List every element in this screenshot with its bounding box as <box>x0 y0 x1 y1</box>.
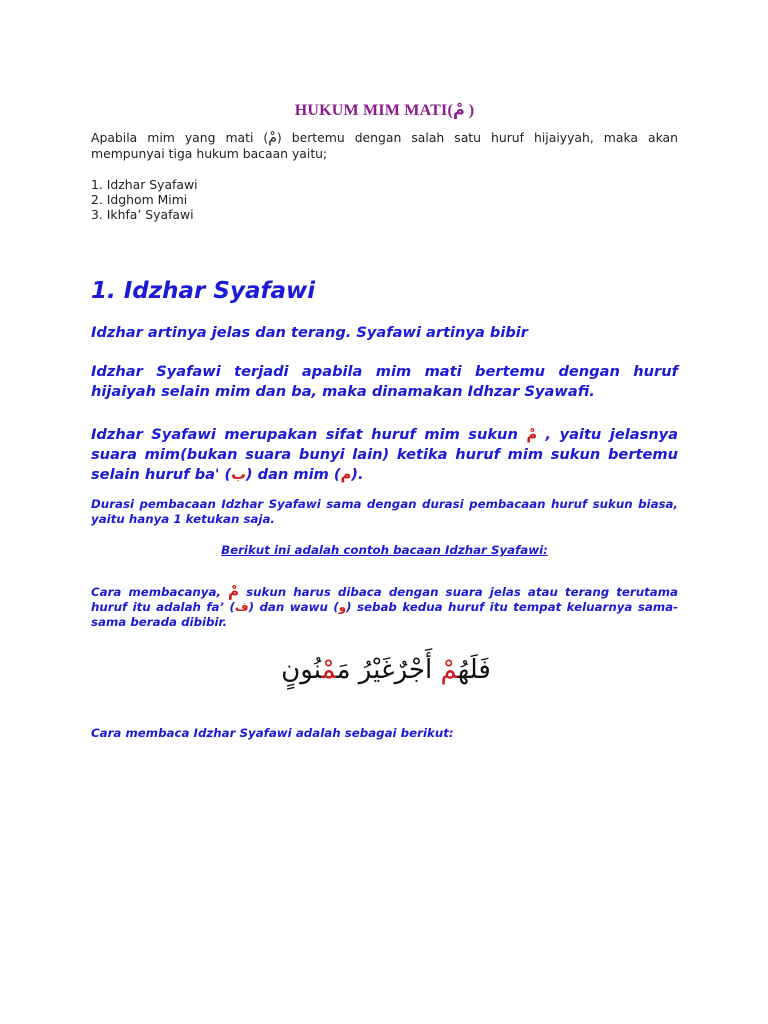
para3-arabic-m: م <box>340 466 352 483</box>
para3-part3: ) dan mim ( <box>245 466 341 483</box>
para5-arabic-mim: مْ <box>228 582 240 600</box>
para5-part1: Cara membacanya, <box>91 585 229 599</box>
para3-arabic-mim: مْ <box>526 426 538 443</box>
paragraph-method: Cara membaca Idzhar Syafawi adalah sebagai berikut: <box>91 726 454 740</box>
paragraph-nature <box>91 425 678 485</box>
intro-paragraph <box>91 130 678 162</box>
para3-part4: ). <box>351 466 364 483</box>
intro-before: Apabila mim yang mati ( <box>91 130 269 145</box>
para3-part1: Idzhar Syafawi merupakan sifat huruf mim sukun <box>91 426 527 443</box>
para5-part3: ) dan wawu ( <box>248 600 339 614</box>
para3-part2: , yaitu jelasnya suara mim(bukan suara bunyi lain) ketika huruf mim sukun bertemu selain huruf ba' ( <box>91 426 679 483</box>
list-item: 1. Idzhar Syafawi <box>91 177 198 192</box>
para5-part4: ) sebab kedua huruf itu tempat keluarnya sama-sama berada dibibir. <box>91 600 678 629</box>
verse-word3-a: مَ <box>336 655 351 685</box>
verse-word3-mim: مْ <box>321 655 337 685</box>
quran-verse-example <box>251 647 521 693</box>
intro-after: ) bertemu dengan salah satu huruf hijaiyyah, maka akan mempunyai tiga hukum bacaan yaitu; <box>91 130 678 161</box>
title-arabic: مْ <box>452 100 465 119</box>
para5-part2: sukun harus dibaca dengan suara jelas atau terang terutama huruf itu adalah fa’ ( <box>91 585 678 614</box>
verse-word3-c: نُونٍ <box>281 655 322 685</box>
para5-arabic-fa: ف <box>234 600 249 614</box>
verse-word1-mim: مْ <box>440 655 458 685</box>
para5-arabic-wa: و <box>338 600 347 614</box>
section-heading: 1. Idzhar Syafawi <box>91 278 316 304</box>
example-heading: Berikut ini adalah contoh bacaan Idzhar Syafawi: <box>221 543 548 557</box>
list-item: 2. Idghom Mimi <box>91 192 188 207</box>
verse-word1-a: فَلَهُ <box>457 655 491 685</box>
paragraph-occurs: Idzhar Syafawi terjadi apabila mim mati bertemu dengan huruf hijaiyah selain mim dan ba, maka dinamakan Idhzar Syawafi. <box>91 363 678 400</box>
paragraph-duration: Durasi pembacaan Idzhar Syafawi sama dengan durasi pembacaan huruf sukun biasa, yaitu hanya 1 ketukan saja. <box>91 497 678 526</box>
title-close: ) <box>464 102 475 119</box>
list-item: 3. Ikhfa’ Syafawi <box>91 207 194 222</box>
intro-arabic: مْ <box>268 130 277 146</box>
hukum-list <box>91 177 678 222</box>
verse-word2: أَجْرٌغَيْرُ <box>350 655 441 685</box>
page-title <box>91 100 678 120</box>
paragraph-how-to-read <box>91 584 678 630</box>
para3-arabic-ba: ب <box>231 466 246 483</box>
title-text: HUKUM MIM MATI( <box>294 102 453 119</box>
paragraph-definition: Idzhar artinya jelas dan terang. Syafawi artinya bibir <box>91 324 528 341</box>
